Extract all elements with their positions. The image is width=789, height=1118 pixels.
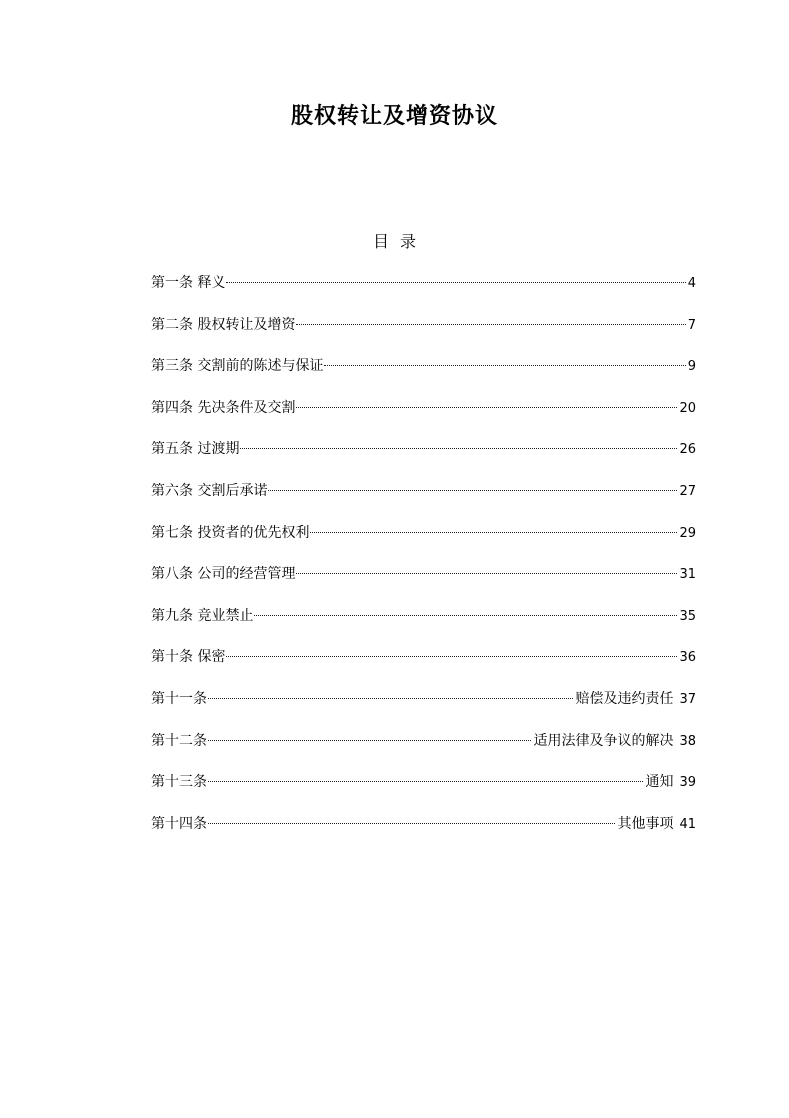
toc-entry-title: 适用法律及争议的解决 [533,732,674,749]
toc-entry-page: 37 [679,691,696,707]
toc-heading: 目 录 [372,232,417,251]
toc-entry-label: 第三条 交割前的陈述与保证 [151,358,324,375]
toc-entry[interactable] [151,437,696,479]
dot-leader [226,282,685,283]
toc-entry[interactable] [151,812,696,854]
toc-entry[interactable] [151,729,696,771]
toc-entry-title: 赔偿及违约责任 [575,690,674,707]
toc-entry-page: 27 [679,483,696,499]
toc-entry[interactable] [151,354,696,396]
toc-entry-label: 第九条 竞业禁止 [151,607,254,624]
toc-entry-page: 4 [687,276,696,291]
toc-entry-page: 26 [679,442,696,458]
dot-leader [208,781,643,782]
document-title: 股权转让及增资协议 [290,103,498,129]
toc-entry[interactable] [151,271,696,313]
toc-entry-page: 29 [679,525,696,541]
dot-leader [296,407,677,408]
toc-entry[interactable] [151,604,696,646]
table-of-contents [151,271,696,853]
dot-leader [208,698,573,699]
toc-entry[interactable] [151,313,696,355]
toc-entry-label: 第二条 股权转让及增资 [151,316,296,333]
toc-entry[interactable] [151,562,696,604]
dot-leader [208,740,531,741]
toc-entry-label: 第十二条 [151,732,207,749]
toc-entry-page: 20 [679,400,696,416]
toc-entry-label: 第十四条 [151,815,207,832]
toc-entry-title: 其他事项 [617,815,674,832]
dot-leader [324,365,685,366]
toc-entry-page: 39 [679,775,696,791]
toc-entry-title: 通知 [645,774,674,791]
toc-entry-label: 第十条 保密 [151,649,226,666]
toc-entry-label: 第六条 交割后承诺 [151,482,268,499]
dot-leader [296,324,685,325]
toc-entry-label: 第七条 投资者的优先权利 [151,524,310,541]
toc-entry-page: 9 [687,359,696,375]
toc-entry-label: 第八条 公司的经营管理 [151,566,296,583]
toc-entry-label: 第一条 释义 [151,275,226,291]
toc-entry-label: 第五条 过渡期 [151,441,240,458]
toc-entry-label: 第十三条 [151,774,207,791]
dot-leader [226,656,677,657]
toc-entry[interactable] [151,770,696,812]
dot-leader [208,823,615,824]
toc-entry-page: 7 [687,317,696,333]
toc-entry[interactable] [151,687,696,729]
toc-entry-page: 35 [679,608,696,624]
toc-entry-page: 38 [679,733,696,749]
toc-entry[interactable] [151,396,696,438]
toc-entry[interactable] [151,479,696,521]
toc-entry-page: 41 [679,816,696,832]
dot-leader [310,532,677,533]
dot-leader [296,573,677,574]
toc-entry-page: 36 [679,650,696,666]
toc-entry[interactable] [151,645,696,687]
dot-leader [268,490,677,491]
toc-entry-label: 第十一条 [151,690,207,707]
dot-leader [254,615,677,616]
toc-entry-page: 31 [679,567,696,583]
dot-leader [240,448,677,449]
toc-entry[interactable] [151,521,696,563]
toc-entry-label: 第四条 先决条件及交割 [151,399,296,416]
